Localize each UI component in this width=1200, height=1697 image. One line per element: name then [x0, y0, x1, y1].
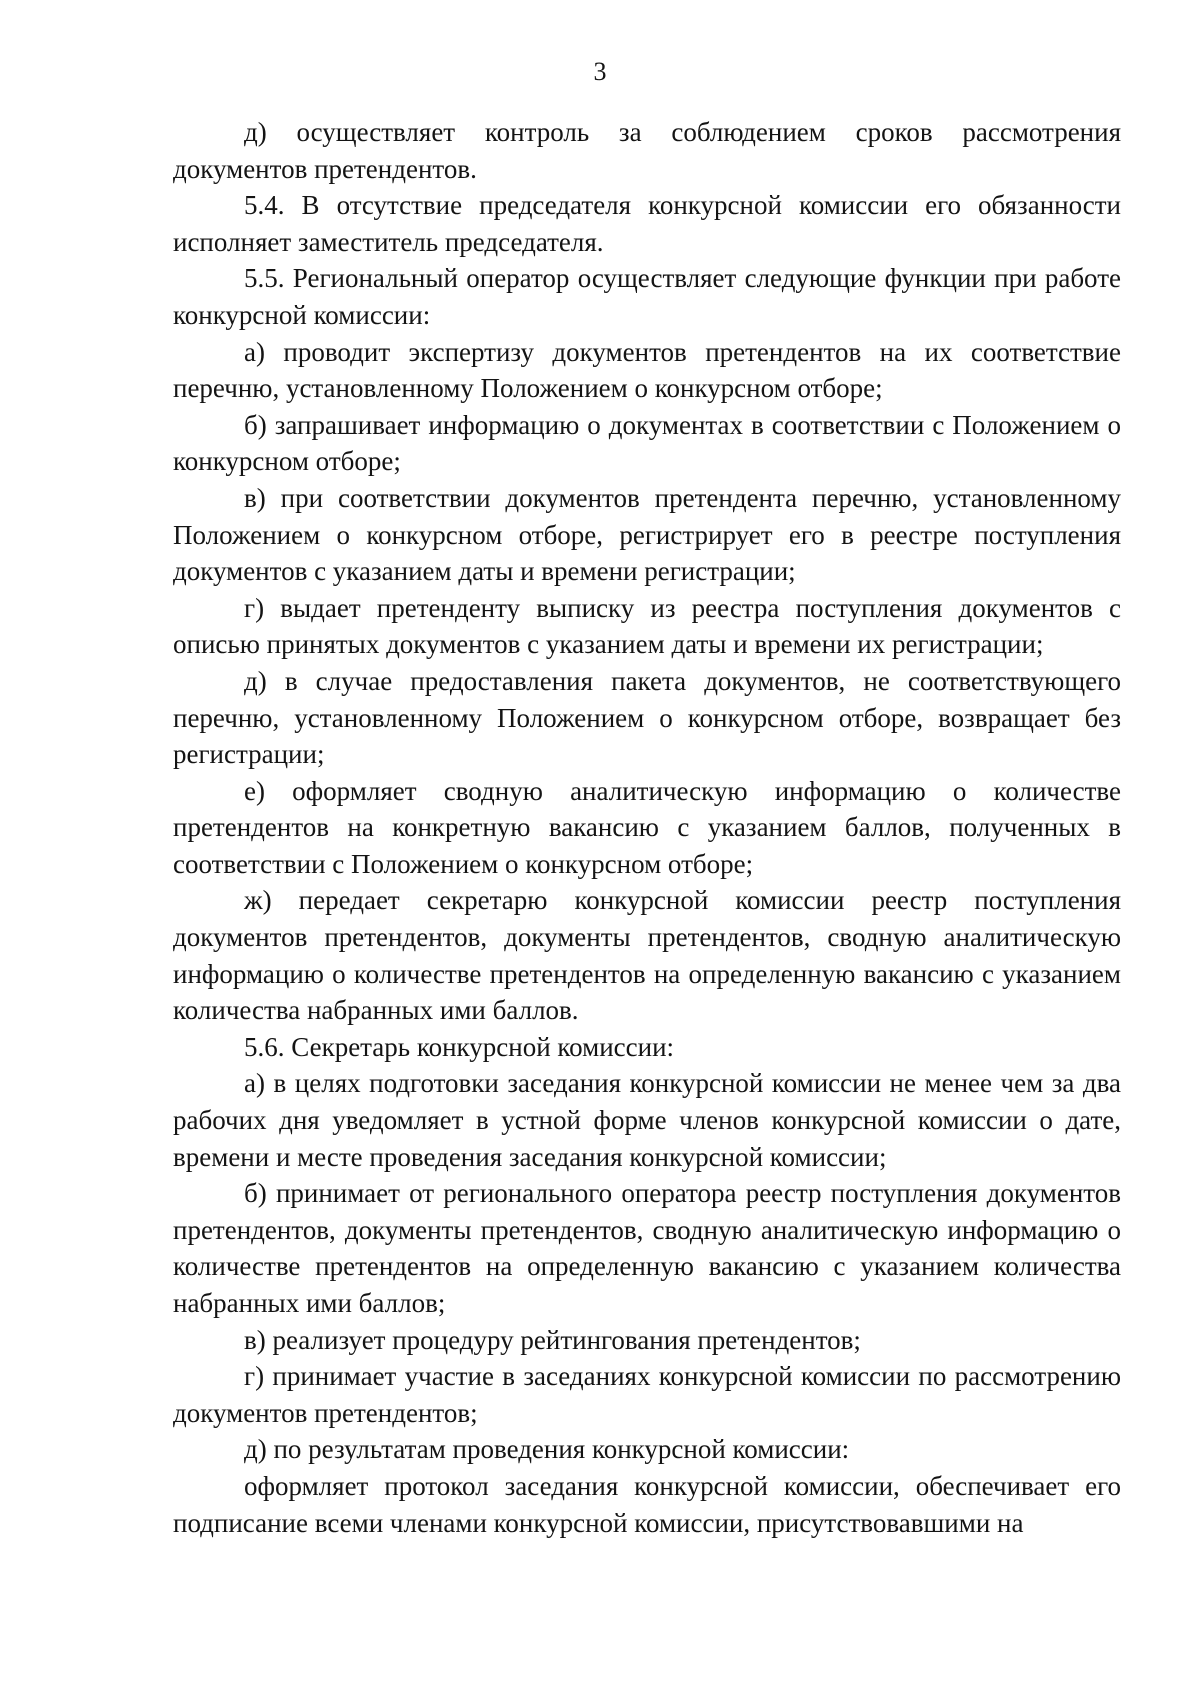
- paragraph-d-deadlines-control: д) осуществляет контроль за соблюдением сроков рассмотрения документов претендентов.: [173, 117, 1121, 184]
- paragraph-5-5-b: б) запрашивает информацию о документах в соответствии с Положением о конкурсном отборе;: [173, 409, 1121, 477]
- paragraph-5-5-e: е) оформляет сводную аналитическую информацию о количестве претендентов на конкретную вакансию с указанием баллов, полученных в соответствии с Положением о конкурсном отборе;: [173, 775, 1121, 879]
- paragraph-5-5: 5.5. Региональный оператор осуществляет следующие функции при работе конкурсной комиссии:: [173, 263, 1121, 330]
- paragraph-5-6-a: а) в целях подготовки заседания конкурсной комиссии не менее чем за два рабочих дня уведомляет в устной форме членов конкурсной комиссии о дате, времени и месте проведения заседания конкурсной комиссии;: [173, 1068, 1121, 1172]
- paragraph-5-6-d-protocol: оформляет протокол заседания конкурсной комиссии, обеспечивает его подписание всеми членами конкурсной комиссии, присутствовавшими на: [173, 1470, 1121, 1538]
- paragraph-5-6: 5.6. Секретарь конкурсной комиссии:: [244, 1031, 675, 1062]
- paragraph-5-4: 5.4. В отсутствие председателя конкурсной комиссии его обязанности исполняет заместитель председателя.: [173, 190, 1121, 257]
- paragraph-5-5-a: а) проводит экспертизу документов претендентов на их соответствие перечню, установленному Положением о конкурсном отборе;: [173, 336, 1121, 404]
- document-body: [173, 114, 1121, 1541]
- paragraph-5-6-v: в) реализует процедуру рейтингования претендентов;: [244, 1324, 861, 1355]
- paragraph-5-5-d: д) в случае предоставления пакета документов, не соответствующего перечню, установленному Положением о конкурсном отборе, возвращает без регистрации;: [173, 665, 1121, 770]
- paragraph-5-5-zh: ж) передает секретарю конкурсной комиссии реестр поступления документов претендентов, документы претендентов, сводную аналитическую информацию о количестве претендентов на определенную вакансию с указанием количества набранных ими баллов.: [173, 885, 1121, 1026]
- paragraph-5-6-g: г) принимает участие в заседаниях конкурсной комиссии по рассмотрению документов претендентов;: [173, 1361, 1121, 1428]
- paragraph-5-6-b: б) принимает от регионального оператора реестр поступления документов претендентов, документы претендентов, сводную аналитическую информацию о количестве претендентов на определенную вакансию с указанием количества набранных ими баллов;: [173, 1178, 1121, 1318]
- paragraph-5-5-v: в) при соответствии документов претендента перечню, установленному Положением о конкурсном отборе, регистрирует его в реестре поступления документов с указанием даты и времени регистрации;: [173, 482, 1121, 587]
- page-number: 3: [593, 57, 607, 86]
- paragraph-5-6-d: д) по результатам проведения конкурсной комиссии:: [244, 1434, 850, 1465]
- paragraph-5-5-g: г) выдает претенденту выписку из реестра поступления документов с описью принятых документов с указанием даты и времени их регистрации;: [173, 592, 1121, 660]
